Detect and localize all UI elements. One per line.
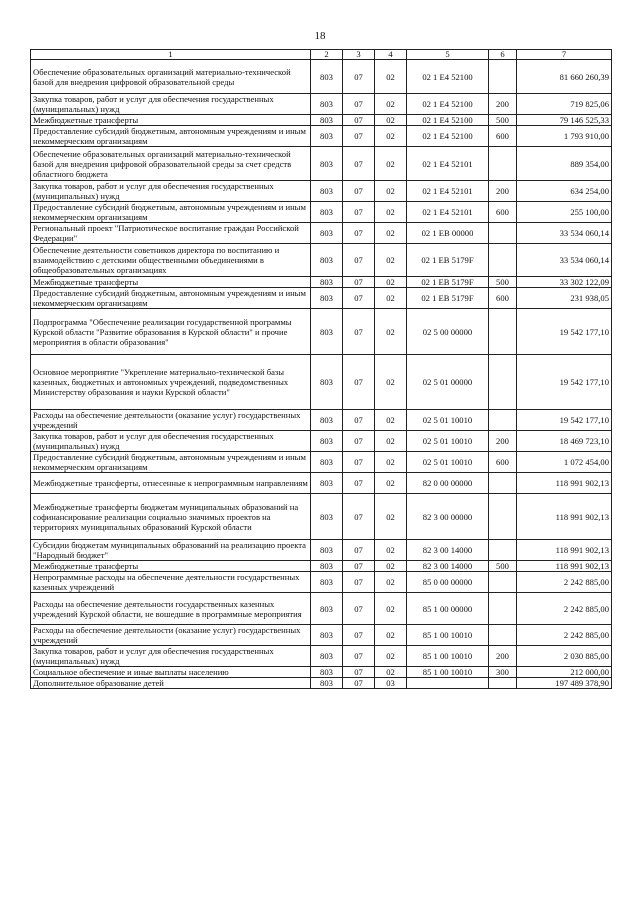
row-code-ministry: 803: [311, 678, 343, 689]
row-code-ministry: 803: [311, 625, 343, 646]
row-code-ministry: 803: [311, 355, 343, 410]
row-code-expense-type: [489, 60, 517, 94]
row-name: Расходы на обеспечение деятельности государственных казенных учреждений Курской области, не вошедшие в программные мероприятия: [31, 593, 311, 625]
row-code-target: 02 1 EB 5179F: [407, 244, 489, 277]
row-code-expense-type: 200: [489, 94, 517, 115]
row-code-subsection: 02: [375, 94, 407, 115]
row-name: Межбюджетные трансферты бюджетам муниципальных образований на софинансирование реализации социально значимых проектов на территориях муниципальных образований Курской области: [31, 494, 311, 540]
row-amount: 118 991 902,13: [517, 561, 612, 572]
row-name: Расходы на обеспечение деятельности (оказание услуг) государственных учреждений: [31, 410, 311, 431]
row-amount: 19 542 177,10: [517, 355, 612, 410]
row-amount: 197 489 378,90: [517, 678, 612, 689]
row-code-target: [407, 678, 489, 689]
row-code-section: 07: [343, 410, 375, 431]
row-amount: 19 542 177,10: [517, 309, 612, 355]
row-code-ministry: 803: [311, 431, 343, 452]
row-name: Обеспечение деятельности советников директора по воспитанию и взаимодействию с детскими общественными объединениями в общеобразовательных организациях: [31, 244, 311, 277]
row-name: Закупка товаров, работ и услуг для обеспечения государственных (муниципальных) нужд: [31, 646, 311, 667]
row-code-ministry: 803: [311, 540, 343, 561]
row-name: Предоставление субсидий бюджетным, автономным учреждениям и иным некоммерческим организациям: [31, 452, 311, 473]
row-code-ministry: 803: [311, 593, 343, 625]
row-code-target: 02 1 E4 52100: [407, 60, 489, 94]
row-code-ministry: 803: [311, 223, 343, 244]
row-code-section: 07: [343, 572, 375, 593]
row-code-subsection: 02: [375, 667, 407, 678]
row-code-subsection: 02: [375, 126, 407, 147]
row-amount: 212 000,00: [517, 667, 612, 678]
row-code-subsection: 02: [375, 355, 407, 410]
page-number: 18: [314, 30, 326, 42]
header-col-1: 1: [31, 50, 311, 60]
header-col-6: 6: [489, 50, 517, 60]
row-amount: 2 242 885,00: [517, 625, 612, 646]
table-row: [31, 452, 612, 473]
row-name: Закупка товаров, работ и услуг для обеспечения государственных (муниципальных) нужд: [31, 94, 311, 115]
table-row: [31, 593, 612, 625]
row-code-expense-type: 200: [489, 646, 517, 667]
row-code-subsection: 02: [375, 115, 407, 126]
row-code-expense-type: [489, 223, 517, 244]
row-name: Предоставление субсидий бюджетным, автономным учреждениям и иным некоммерческим организациям: [31, 202, 311, 223]
row-code-expense-type: 600: [489, 288, 517, 309]
header-col-4: 4: [375, 50, 407, 60]
table-row: [31, 410, 612, 431]
row-amount: 231 938,05: [517, 288, 612, 309]
row-code-subsection: 02: [375, 60, 407, 94]
row-code-ministry: 803: [311, 473, 343, 494]
header-col-7: 7: [517, 50, 612, 60]
row-code-ministry: 803: [311, 646, 343, 667]
row-code-subsection: 02: [375, 561, 407, 572]
row-code-ministry: 803: [311, 147, 343, 181]
row-code-target: 85 1 00 10010: [407, 646, 489, 667]
row-code-subsection: 02: [375, 452, 407, 473]
row-name: Региональный проект "Патриотическое воспитание граждан Российской Федерации": [31, 223, 311, 244]
table-row: [31, 181, 612, 202]
row-name: Дополнительное образование детей: [31, 678, 311, 689]
row-code-target: 02 1 EB 00000: [407, 223, 489, 244]
row-code-target: 02 1 E4 52101: [407, 202, 489, 223]
row-code-subsection: 02: [375, 593, 407, 625]
row-name: Межбюджетные трансферты: [31, 115, 311, 126]
row-code-subsection: 02: [375, 572, 407, 593]
row-name: Межбюджетные трансферты, отнесенные к непрограммным направлениям: [31, 473, 311, 494]
table-row: [31, 473, 612, 494]
row-code-subsection: 03: [375, 678, 407, 689]
row-amount: 2 242 885,00: [517, 593, 612, 625]
table-row: [31, 277, 612, 288]
row-code-section: 07: [343, 126, 375, 147]
row-code-subsection: 02: [375, 277, 407, 288]
row-code-expense-type: [489, 410, 517, 431]
row-code-section: 07: [343, 561, 375, 572]
row-code-expense-type: 300: [489, 667, 517, 678]
budget-table: [30, 49, 612, 689]
row-code-section: 07: [343, 494, 375, 540]
row-code-subsection: 02: [375, 223, 407, 244]
row-code-target: 02 1 EB 5179F: [407, 277, 489, 288]
row-code-expense-type: [489, 494, 517, 540]
row-code-expense-type: 600: [489, 126, 517, 147]
row-name: Расходы на обеспечение деятельности (оказание услуг) государственных учреждений: [31, 625, 311, 646]
row-name: Социальное обеспечение и иные выплаты населению: [31, 667, 311, 678]
row-code-expense-type: 200: [489, 181, 517, 202]
header-row: [31, 50, 612, 60]
table-row: [31, 244, 612, 277]
row-amount: 118 991 902,13: [517, 540, 612, 561]
row-code-section: 07: [343, 147, 375, 181]
table-row: [31, 202, 612, 223]
row-code-ministry: 803: [311, 561, 343, 572]
row-code-target: 85 1 00 10010: [407, 667, 489, 678]
row-code-section: 07: [343, 540, 375, 561]
row-code-expense-type: [489, 309, 517, 355]
table-row: [31, 646, 612, 667]
row-code-target: 82 3 00 14000: [407, 561, 489, 572]
row-code-subsection: 02: [375, 202, 407, 223]
row-code-ministry: 803: [311, 94, 343, 115]
row-amount: 634 254,00: [517, 181, 612, 202]
row-code-section: 07: [343, 355, 375, 410]
row-amount: 118 991 902,13: [517, 494, 612, 540]
table-row: [31, 667, 612, 678]
table-row: [31, 561, 612, 572]
row-code-ministry: 803: [311, 181, 343, 202]
table-row: [31, 223, 612, 244]
row-code-ministry: 803: [311, 572, 343, 593]
row-code-section: 07: [343, 452, 375, 473]
row-code-target: 02 5 01 10010: [407, 410, 489, 431]
row-code-subsection: 02: [375, 540, 407, 561]
row-amount: 1 072 454,00: [517, 452, 612, 473]
table-row: [31, 431, 612, 452]
row-code-target: 82 0 00 00000: [407, 473, 489, 494]
row-code-expense-type: 600: [489, 452, 517, 473]
table-row: [31, 572, 612, 593]
row-code-expense-type: [489, 355, 517, 410]
row-code-section: 07: [343, 431, 375, 452]
row-code-ministry: 803: [311, 288, 343, 309]
row-code-ministry: 803: [311, 667, 343, 678]
table-row: [31, 126, 612, 147]
row-code-expense-type: 600: [489, 202, 517, 223]
header-col-5: 5: [407, 50, 489, 60]
row-code-target: 02 5 01 10010: [407, 431, 489, 452]
row-code-section: 07: [343, 202, 375, 223]
row-amount: 79 146 525,33: [517, 115, 612, 126]
row-name: Обеспечение образовательных организаций материально-технической базой для внедрения цифровой образовательной среды: [31, 60, 311, 94]
row-code-expense-type: [489, 147, 517, 181]
row-amount: 719 825,06: [517, 94, 612, 115]
row-code-section: 07: [343, 115, 375, 126]
header-col-3: 3: [343, 50, 375, 60]
row-name: Субсидии бюджетам муниципальных образований на реализацию проекта "Народный бюджет": [31, 540, 311, 561]
row-code-target: 85 1 00 00000: [407, 593, 489, 625]
row-name: Предоставление субсидий бюджетным, автономным учреждениям и иным некоммерческим организациям: [31, 288, 311, 309]
table-row: [31, 355, 612, 410]
row-code-section: 07: [343, 309, 375, 355]
row-amount: 33 302 122,09: [517, 277, 612, 288]
row-code-expense-type: [489, 540, 517, 561]
row-code-section: 07: [343, 223, 375, 244]
row-code-expense-type: [489, 678, 517, 689]
row-code-section: 07: [343, 593, 375, 625]
row-code-expense-type: 500: [489, 115, 517, 126]
row-code-ministry: 803: [311, 452, 343, 473]
row-code-expense-type: 200: [489, 431, 517, 452]
row-amount: 1 793 910,00: [517, 126, 612, 147]
row-code-subsection: 02: [375, 288, 407, 309]
table-row: [31, 678, 612, 689]
row-code-target: 85 1 00 10010: [407, 625, 489, 646]
row-code-section: 07: [343, 288, 375, 309]
row-code-expense-type: [489, 572, 517, 593]
row-code-subsection: 02: [375, 147, 407, 181]
row-code-section: 07: [343, 678, 375, 689]
row-code-section: 07: [343, 667, 375, 678]
row-name: Обеспечение образовательных организаций материально-технической базой для внедрения цифровой образовательной среды за счет средств областного бюджета: [31, 147, 311, 181]
row-code-expense-type: [489, 625, 517, 646]
row-code-expense-type: 500: [489, 561, 517, 572]
row-code-subsection: 02: [375, 410, 407, 431]
row-code-target: 02 1 E4 52101: [407, 147, 489, 181]
row-name: Межбюджетные трансферты: [31, 561, 311, 572]
row-amount: 33 534 060,14: [517, 223, 612, 244]
table-row: [31, 540, 612, 561]
row-name: Предоставление субсидий бюджетным, автономным учреждениям и иным некоммерческим организациям: [31, 126, 311, 147]
row-amount: 255 100,00: [517, 202, 612, 223]
row-amount: 2 030 885,00: [517, 646, 612, 667]
row-name: Непрограммные расходы на обеспечение деятельности государственных казенных учреждений: [31, 572, 311, 593]
row-code-ministry: 803: [311, 410, 343, 431]
row-code-target: 02 1 E4 52100: [407, 115, 489, 126]
row-code-target: 02 1 EB 5179F: [407, 288, 489, 309]
row-code-expense-type: [489, 593, 517, 625]
row-code-ministry: 803: [311, 244, 343, 277]
row-code-subsection: 02: [375, 473, 407, 494]
row-name: Межбюджетные трансферты: [31, 277, 311, 288]
row-code-target: 82 3 00 14000: [407, 540, 489, 561]
row-code-target: 02 5 00 00000: [407, 309, 489, 355]
row-code-target: 02 5 01 00000: [407, 355, 489, 410]
row-name: Закупка товаров, работ и услуг для обеспечения государственных (муниципальных) нужд: [31, 181, 311, 202]
row-name: Подпрограмма "Обеспечение реализации государственной программы Курской области "Развитие образования в Курской области" и прочие мероприятия в области образования": [31, 309, 311, 355]
table-row: [31, 494, 612, 540]
row-code-expense-type: [489, 244, 517, 277]
row-code-subsection: 02: [375, 646, 407, 667]
table-row: [31, 115, 612, 126]
row-name: Закупка товаров, работ и услуг для обеспечения государственных (муниципальных) нужд: [31, 431, 311, 452]
row-amount: 18 469 723,10: [517, 431, 612, 452]
row-code-section: 07: [343, 60, 375, 94]
row-code-ministry: 803: [311, 60, 343, 94]
row-code-ministry: 803: [311, 115, 343, 126]
row-amount: 33 534 060,14: [517, 244, 612, 277]
row-code-ministry: 803: [311, 126, 343, 147]
row-code-section: 07: [343, 244, 375, 277]
table-row: [31, 625, 612, 646]
row-amount: 81 660 260,39: [517, 60, 612, 94]
row-code-ministry: 803: [311, 202, 343, 223]
row-code-section: 07: [343, 181, 375, 202]
row-code-subsection: 02: [375, 181, 407, 202]
table-row: [31, 147, 612, 181]
row-code-target: 82 3 00 00000: [407, 494, 489, 540]
row-code-subsection: 02: [375, 494, 407, 540]
table-row: [31, 60, 612, 94]
row-code-subsection: 02: [375, 309, 407, 355]
row-code-target: 85 0 00 00000: [407, 572, 489, 593]
row-code-ministry: 803: [311, 494, 343, 540]
row-code-expense-type: 500: [489, 277, 517, 288]
row-code-section: 07: [343, 625, 375, 646]
row-code-target: 02 5 01 10010: [407, 452, 489, 473]
row-name: Основное мероприятие "Укрепление материально-технической базы казенных, бюджетных и автономных учреждений, подведомственных Министерству образования и науки Курской области": [31, 355, 311, 410]
row-code-target: 02 1 E4 52100: [407, 94, 489, 115]
row-amount: 889 354,00: [517, 147, 612, 181]
row-amount: 19 542 177,10: [517, 410, 612, 431]
row-code-expense-type: [489, 473, 517, 494]
table-row: [31, 309, 612, 355]
row-code-section: 07: [343, 94, 375, 115]
row-code-target: 02 1 E4 52100: [407, 126, 489, 147]
header-col-2: 2: [311, 50, 343, 60]
row-amount: 2 242 885,00: [517, 572, 612, 593]
row-code-ministry: 803: [311, 277, 343, 288]
table-row: [31, 94, 612, 115]
row-code-subsection: 02: [375, 244, 407, 277]
row-code-subsection: 02: [375, 431, 407, 452]
row-code-section: 07: [343, 646, 375, 667]
row-code-section: 07: [343, 277, 375, 288]
row-code-ministry: 803: [311, 309, 343, 355]
row-code-section: 07: [343, 473, 375, 494]
row-code-target: 02 1 E4 52101: [407, 181, 489, 202]
row-amount: 118 991 902,13: [517, 473, 612, 494]
table-row: [31, 288, 612, 309]
row-code-subsection: 02: [375, 625, 407, 646]
